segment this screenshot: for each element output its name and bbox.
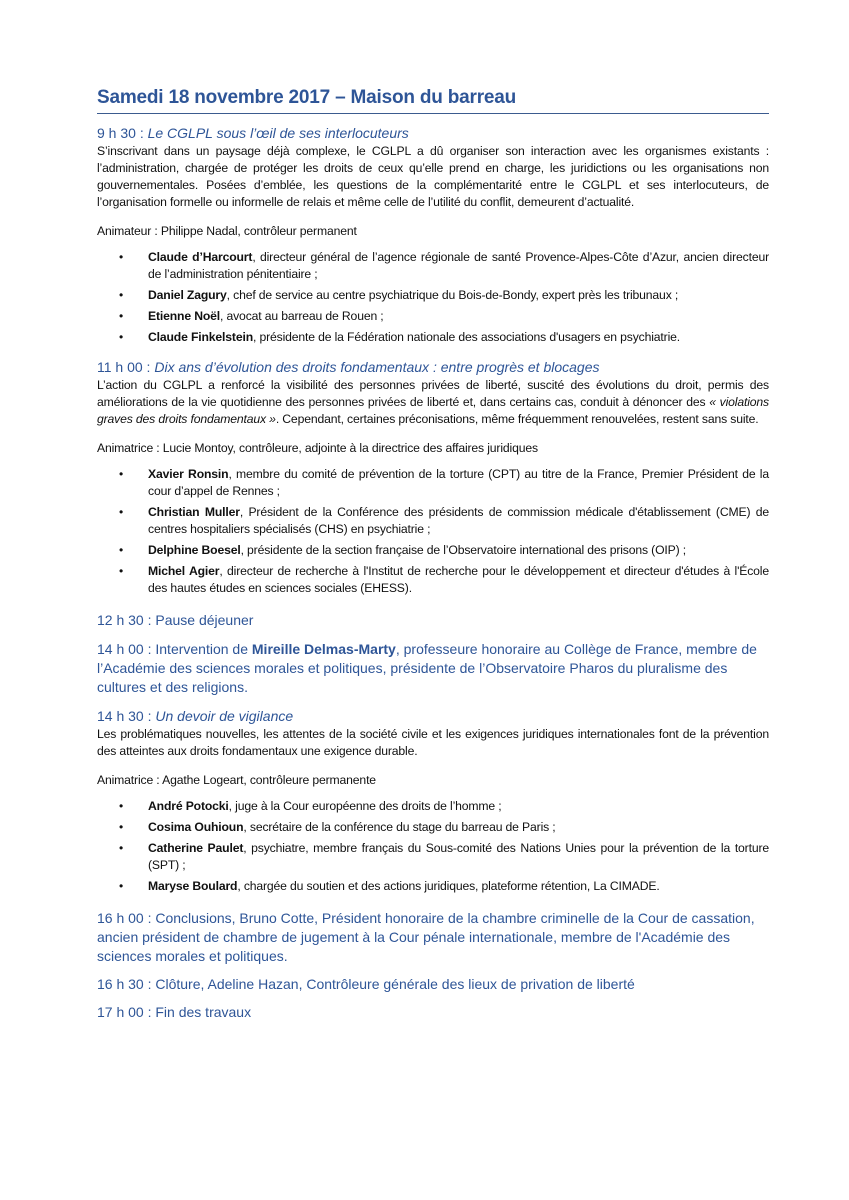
session-title: 16 h 30 : Clôture, Adeline Hazan, Contrôleure générale des lieux de privation de liberté <box>97 976 635 992</box>
bullet-icon: • <box>119 879 124 893</box>
description-text: L’action du CGLPL a renforcé la visibilité des personnes privées de liberté, suscité des évolutions du droit, permis des améliorations de la vie quotidienne des personnes privées de liberté et, dans certains cas, conduit à dénoncer des <box>97 378 769 409</box>
speaker-name: Etienne Noël <box>148 309 221 323</box>
bullet-icon: • <box>119 841 124 855</box>
speaker-role: , membre du comité de prévention de la torture (CPT) au titre de la France, Premier Président de la cour d’appel de Rennes ; <box>148 467 769 498</box>
bullet-icon: • <box>119 505 124 519</box>
speaker-item <box>97 329 769 346</box>
bullet-icon: • <box>119 820 124 834</box>
keynote-role: , professeure honoraire au Collège de France, membre de l’Académie des sciences morales et politiques, présidente de l’Observatoire Pharos du pluralisme des cultures et des religions. <box>97 641 757 695</box>
speaker-list <box>97 798 769 895</box>
session-title <box>97 707 769 726</box>
speaker-item <box>97 563 769 597</box>
session-description <box>97 377 769 428</box>
speaker-item <box>97 840 769 874</box>
session-cglpl-interlocutors <box>97 124 769 346</box>
speaker-item <box>97 819 769 836</box>
description-text-end: . Cependant, certaines préconisations, même fréquemment renouvelées, restent sans suite. <box>275 412 759 426</box>
session-conclusions <box>97 909 769 966</box>
session-description: Les problématiques nouvelles, les attentes de la société civile et les exigences juridiques internationales font de la prévention des atteintes aux droits fondamentaux une exigence durable. <box>97 727 769 758</box>
speaker-item <box>97 504 769 538</box>
speaker-item <box>97 542 769 559</box>
speaker-name: Michel Agier <box>148 564 220 578</box>
speaker-name: Daniel Zagury <box>148 288 227 302</box>
session-time: 9 h 30 : <box>97 125 148 141</box>
page-title: Samedi 18 novembre 2017 – Maison du barreau <box>97 86 769 114</box>
bullet-icon: • <box>119 467 124 481</box>
speaker-role: , directeur de recherche à l'Institut de recherche pour le développement et directeur d'études à l'École des hautes études en sciences sociales (EHESS). <box>148 564 769 595</box>
session-keynote <box>97 640 769 697</box>
speaker-list <box>97 466 769 597</box>
bullet-icon: • <box>119 799 124 813</box>
session-moderator: Animateur : Philippe Nadal, contrôleur permanent <box>97 224 357 238</box>
speaker-item <box>97 878 769 895</box>
bullet-icon: • <box>119 288 124 302</box>
speaker-role: , directeur général de l’agence régionale de santé Provence-Alpes-Côte d’Azur, ancien directeur de l’administration pénitentiaire ; <box>148 250 769 281</box>
speaker-name: Catherine Paulet <box>148 841 244 855</box>
session-title: 16 h 00 : Conclusions, Bruno Cotte, Président honoraire de la chambre criminelle de la Cour de cassation, ancien président de chambre de jugement à la Cour pénale internationale, membre de l'Académie des sciences morales et politiques. <box>97 910 755 964</box>
session-title <box>97 124 769 143</box>
session-title: 12 h 30 : Pause déjeuner <box>97 612 254 628</box>
session-moderator: Animatrice : Agathe Logeart, contrôleure permanente <box>97 773 376 787</box>
speaker-name: André Potocki <box>148 799 229 813</box>
bullet-icon: • <box>119 330 124 344</box>
session-vigilance <box>97 707 769 895</box>
session-title: 17 h 00 : Fin des travaux <box>97 1004 252 1020</box>
speaker-role: , présidente de la Fédération nationale des associations d'usagers en psychiatrie. <box>252 330 681 344</box>
session-time: 11 h 00 : <box>97 359 155 375</box>
keynote-prefix: 14 h 00 : Intervention de <box>97 641 252 657</box>
speaker-name: Maryse Boulard <box>148 879 238 893</box>
speaker-role: , avocat au barreau de Rouen ; <box>220 309 384 323</box>
speaker-role: , psychiatre, membre français du Sous-comité des Nations Unies pour la prévention de la torture (SPT) ; <box>148 841 769 872</box>
speaker-name: Claude d’Harcourt <box>148 250 253 264</box>
speaker-name: Claude Finkelstein <box>148 330 253 344</box>
speaker-item <box>97 249 769 283</box>
speaker-item <box>97 287 769 304</box>
speaker-name: Christian Muller <box>148 505 240 519</box>
session-theme: Un devoir de vigilance <box>155 708 294 724</box>
session-lunch-break <box>97 611 769 630</box>
session-moderator: Animatrice : Lucie Montoy, contrôleure, adjointe à la directrice des affaires juridiques <box>97 441 538 455</box>
speaker-role: , Président de la Conférence des présidents de commission médicale d'établissement (CME) de centres hospitaliers spécialisés (CHS) en psychiatrie ; <box>148 505 769 536</box>
bullet-icon: • <box>119 564 124 578</box>
keynote-speaker: Mireille Delmas-Marty <box>251 641 396 657</box>
speaker-item <box>97 466 769 500</box>
bullet-icon: • <box>119 250 124 264</box>
speaker-name: Delphine Boesel <box>148 543 241 557</box>
speaker-role: , chef de service au centre psychiatrique du Bois-de-Bondy, expert près les tribunaux ; <box>226 288 679 302</box>
description-quote: « violations graves des droits fondamentaux » <box>97 395 769 426</box>
session-title <box>97 358 769 377</box>
speaker-name: Cosima Ouhioun <box>148 820 244 834</box>
bullet-icon: • <box>119 309 124 323</box>
speaker-role: , chargée du soutien et des actions juridiques, plateforme rétention, La CIMADE. <box>237 879 660 893</box>
session-fundamental-rights <box>97 358 769 597</box>
session-theme: Dix ans d’évolution des droits fondamentaux : entre progrès et blocages <box>154 359 600 375</box>
speaker-item <box>97 798 769 815</box>
speaker-list <box>97 249 769 346</box>
session-time: 14 h 30 : <box>97 708 156 724</box>
session-theme: Le CGLPL sous l’œil de ses interlocuteurs <box>147 125 409 141</box>
bullet-icon: • <box>119 543 124 557</box>
session-end <box>97 1003 769 1022</box>
speaker-item <box>97 308 769 325</box>
speaker-name: Xavier Ronsin <box>148 467 229 481</box>
session-description: S’inscrivant dans un paysage déjà complexe, le CGLPL a dû organiser son interaction avec les organismes existants : l’administration, chargée de protéger les droits de ceux qu’elle prend en charge, les juridictions ou les organisations non gouvernementales. Posées d’emblée, les questions de la complémentarité entre le CGLPL et ses interlocuteurs, de l’organisation formelle ou informelle de relais et même celle de l’utilité du conflit, demeurent d’actualité. <box>97 144 769 209</box>
session-closing <box>97 975 769 994</box>
speaker-role: , secrétaire de la conférence du stage du barreau de Paris ; <box>243 820 556 834</box>
session-title <box>97 640 769 697</box>
speaker-role: , présidente de la section française de l’Observatoire international des prisons (OIP) ; <box>240 543 686 557</box>
speaker-role: , juge à la Cour européenne des droits de l’homme ; <box>228 799 502 813</box>
